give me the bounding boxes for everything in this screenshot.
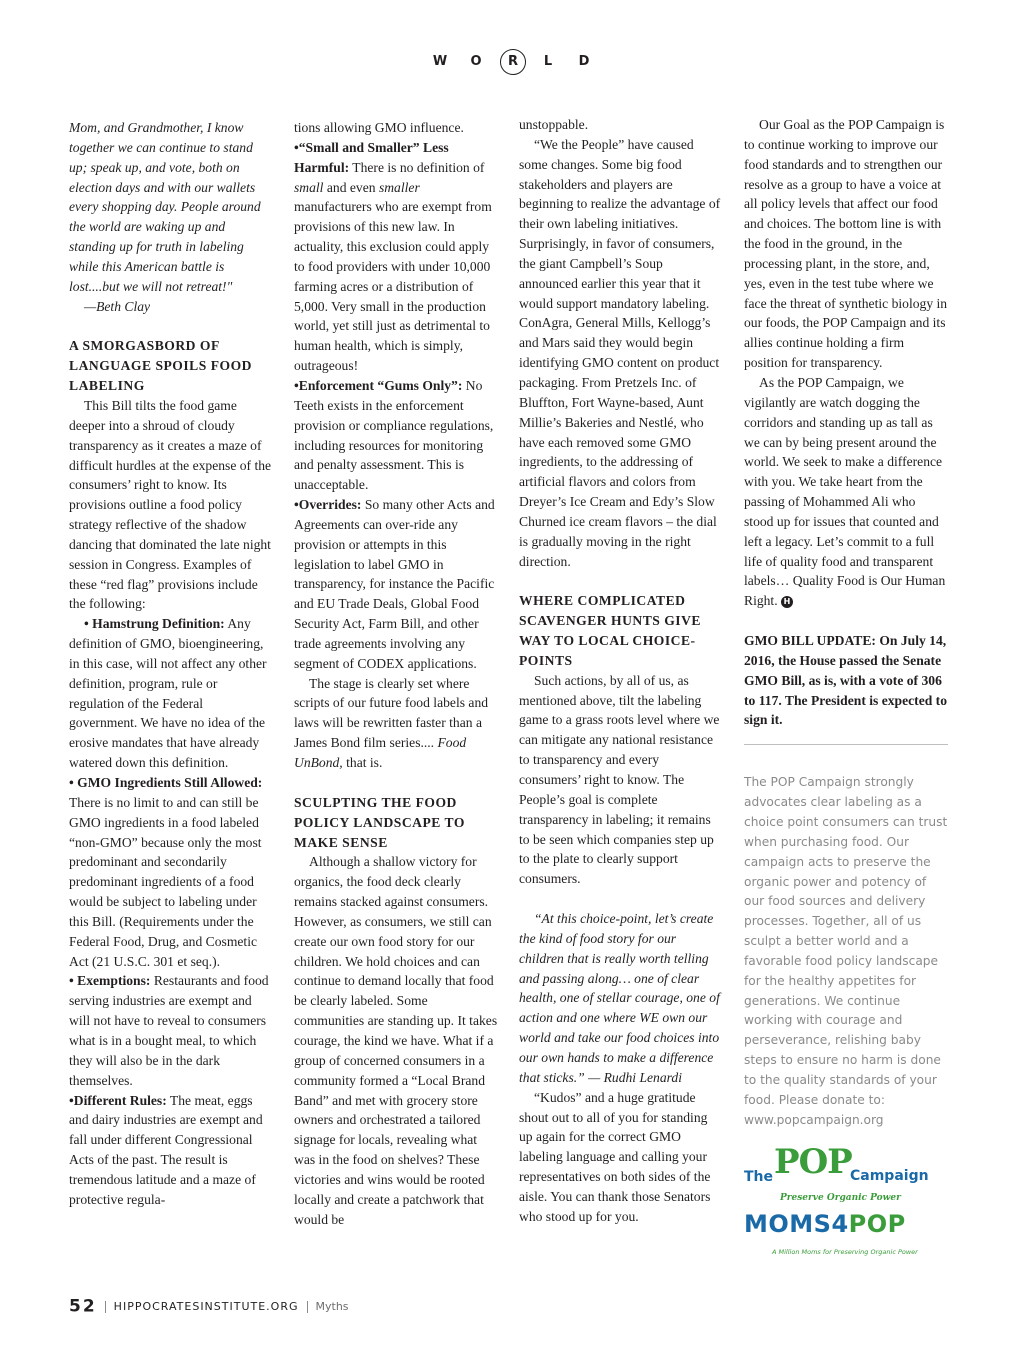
closing-quote: Mom, and Grandmother, I know together we can continue to stand up; speak up, and vote, both on election days and with our wallets every shopping day. People around the world are waking up and standing up for truth in labeling while this American battle is lost....but we will not retreat!" — [69, 120, 261, 294]
pull-quote-text: “At this choice-point, let’s create the kind of food story for our children that is really worth telling and passing along… one of clear health, one of stellar courage, one of action and one where WE own our world and take our food choices into our own hands to make a difference that sticks.” — [519, 911, 720, 1085]
provision-text: Restaurants and food serving industries are exempt and will not have to reveal to consumers what is in a bought meal, to which they will also be in the dark themselves. — [69, 973, 269, 1088]
pop-campaign-logo — [744, 1141, 948, 1207]
provision-label: • Exemptions: — [69, 973, 151, 989]
provision-item — [69, 614, 273, 773]
provision-label: • GMO Ingredients Still Allowed: — [69, 775, 263, 790]
provision-item — [294, 376, 498, 495]
body-paragraph: “We the People” have caused some changes. Some big food stakeholders and players are beginning to realize the advantage of their own labeling initiatives. Surprisingly, in favor of consumers, the giant Campbell’s Soup announced earlier this year that it would support mandatory labeling. ConAgra, General Mills, Kellogg’s and Mars said they would begin identifying GMO content on product packaging. From Pretzels Inc. of Bluffton, Fort Wayne-based, Aunt Millie’s Bakeries and Nestlé, who have each removed some GMO ingredients, to the addressing of artificial flavors and colors from Dreyer’s Ice Cream and Edy’s Slow Churned ice cream flavors – the dial is gradually moving in the right direction. — [519, 136, 721, 569]
section-heading: A SMORGASBORD OF LANGUAGE SPOILS FOOD LABELING — [69, 338, 252, 394]
bill-update: GMO BILL UPDATE: On July 14, 2016, the House passed the Senate GMO Bill, as is, with a vote of 306 to 117. The President is expected to sign it. — [744, 633, 948, 728]
body-text-em: Food UnBond, — [294, 735, 467, 770]
section-header-world — [0, 48, 1024, 76]
provision-item — [69, 773, 273, 971]
article-column-2 — [294, 118, 498, 1229]
article-column-4 — [744, 115, 948, 1255]
logo-tagline: Preserve Organic Power — [780, 1192, 901, 1203]
page-footer — [69, 1296, 349, 1320]
provision-text: and even — [323, 179, 379, 195]
end-mark-icon: H — [781, 596, 793, 608]
divider — [307, 1301, 308, 1313]
body-text: As the POP Campaign, we vigilantly are watch dogging the corridors and standing up as tall as we can by being present around the world. We seek to make a difference with you. We take heart from the passing of Mohammed Ali who stood up for issues that counted and left a legacy. Let’s commit to a full life of quality food and transparent labels… Quality Food is Our Human Right. — [744, 374, 946, 609]
header-letter-circled: R — [500, 49, 526, 75]
logo-text: Campaign — [850, 1167, 929, 1184]
provision-item — [294, 495, 498, 674]
provision-text: There is no definition of — [349, 159, 485, 175]
section-heading: WHERE COMPLICATED SCAVENGER HUNTS GIVE WAY TO LOCAL CHOICE-POINTS — [519, 593, 701, 668]
logo-tagline: A Million Moms for Preserving Organic Power — [772, 1247, 918, 1256]
logo-text: POP — [774, 1141, 852, 1182]
provision-label: •“Small and Smaller” Less Harmful: — [294, 139, 449, 175]
body-paragraph — [294, 674, 498, 773]
header-letter: W — [432, 54, 448, 69]
quote-attribution: —Beth Clay — [84, 298, 151, 314]
provision-text: The meat, eggs and dairy industries are exempt and fall under different Congressional Acts of the past. The result is tremendous latitude and a maze of protective regula- — [69, 1092, 263, 1207]
logo-text: MOMS4 — [744, 1209, 849, 1238]
body-paragraph: Such actions, by all of us, as mentioned above, tilt the labeling game to a grass roots level where we can mitigate any national resistance to transparency and every consumers’ right to know. The People’s goal is complete transparency in labeling; it remains to be seen which companies step up to the plate to clearly support consumers. — [519, 672, 720, 887]
provision-text: Any definition of GMO, bioengineering, in this case, will not affect any other definition, program, rule or regulation of the Federal government. We have no idea of the erosive mandates that have already watered down this definition. — [69, 616, 267, 771]
header-letter: L — [543, 54, 553, 69]
page-number: 52 — [69, 1296, 97, 1317]
body-paragraph: “Kudos” and a huge gratitude shout out to all of you for standing up again for the correct GMO labeling language and calling your representatives on both sides of the aisle. You can thank those Senators who stood up for you. — [519, 1089, 711, 1224]
body-continuation: unstoppable. — [519, 117, 589, 132]
provision-text: No Teeth exists in the enforcement provision or compliance regulations, including resources for monitoring and penalty assessment. This is unacceptable. — [294, 377, 494, 493]
divider — [744, 744, 948, 745]
header-letter — [494, 48, 530, 76]
body-paragraph: Our Goal as the POP Campaign is to continue working to improve our food standards and to strengthen our resolve as a group to have a voice at all policy levels that affect our food and choices. The bottom line is with the food in the ground, in the processing plant, in the store, and, yes, even in the test tube where we face the threat of synthetic biology in our foods, the POP Campaign and its allies continue holding a firm position for transparency. — [744, 117, 948, 371]
article-column-1 — [69, 118, 273, 1210]
body-paragraph: This Bill tilts the food game deeper into a shroud of cloudy transparency as it creates a maze of difficult hurdles at the expense of the consumers’ right to know. Its provisions outline a food policy strategy reflective of the shadow dancing that dominated the late night session in Congress. Examples of these “red flag” provisions include the following: — [69, 397, 272, 612]
section-name: Myths — [315, 1300, 349, 1313]
provision-item — [294, 138, 498, 376]
pull-quote — [519, 909, 723, 1088]
section-heading: SCULPTING THE FOOD POLICY LANDSCAPE TO MAKE SENSE — [294, 794, 465, 850]
body-paragraph — [744, 373, 948, 611]
provision-text: So many other Acts and Agreements can over-ride any provision or attempts in this legislation to label GMO in transparency, for instance the Pacific and EU Trade Deals, Global Food Security Act, Farm Bill, and other trade agreements involving any segment of CODEX applications. — [294, 497, 495, 671]
body-text: that is. — [342, 755, 383, 770]
provision-label: •Overrides: — [294, 497, 362, 513]
header-letter: D — [578, 54, 590, 69]
provision-text-em: small — [294, 179, 324, 195]
provision-text-em: smaller — [378, 179, 420, 195]
article-column-3 — [519, 115, 723, 1227]
provision-label: •Different Rules: — [69, 1092, 167, 1108]
provision-item — [69, 971, 273, 1090]
pull-quote-attribution: — Rudhi Lenardi — [588, 1069, 683, 1085]
provision-item — [69, 1091, 273, 1210]
body-continuation: tions allowing GMO influence. — [294, 120, 464, 135]
logo-text: POP — [848, 1209, 906, 1238]
provision-text: manufacturers who are exempt from provisions of this new law. In actuality, this exclusion could apply to food providers with under 10,000 farming acres or a distribution of 5,000. Very small in the production world, yet still just as detrimental to human health, which is simply, outrageous! — [294, 199, 492, 374]
provision-text: There is no limit to and can still be GMO ingredients in a food labeled “non-GMO” because only the most predominant and secondarily predominant ingredients of a food would be subject to labeling under this Bill. (Requirements under the Federal Food, Drug, and Cosmetic Act (21 U.S.C. 301 et seq.). — [69, 794, 262, 969]
logo-text: The — [744, 1168, 774, 1185]
body-paragraph: Although a shallow victory for organics, the food deck clearly remains stacked against consumers. However, as consumers, we still can create our own food story for our children. We hold choices and can continue to demand locally that food be clearly labeled. Some communities are standing up. It takes courage, the kind we have. What if a group of concerned consumers in a community formed a “Local Brand Band” and met with grocery store owners and orchestrated a tailored signage for locals, revealing what was in the food on shelves? These victories and wins would be rooted locally and create a patchwork that would be — [294, 854, 498, 1227]
provision-label: •Enforcement “Gums Only”: — [294, 377, 463, 393]
moms4pop-logo — [744, 1209, 948, 1256]
sidebar-text: The POP Campaign strongly advocates clear labeling as a choice point consumers can trust when purchasing food. Our campaign acts to preserve the organic power and potency of our food sources and delivery processes. Together, all of us sculpt a better world and a favorable food policy landscape for the healthy appetites for generations. We continue working with courage and perseverance, relishing baby steps to ensure no harm is done to the quality standards of your food. Please donate to: www.popcampaign.org — [744, 775, 948, 1127]
body-text: The stage is clearly set where scripts of our future food labels and laws will be rewritten faster than a James Bond film series.... — [294, 675, 489, 751]
divider — [105, 1301, 106, 1313]
header-letter: O — [470, 54, 482, 69]
site-url: HIPPOCRATESINSTITUTE.ORG — [113, 1300, 299, 1313]
provision-label: • Hamstrung Definition: — [84, 616, 225, 632]
logo-text — [744, 1209, 906, 1238]
